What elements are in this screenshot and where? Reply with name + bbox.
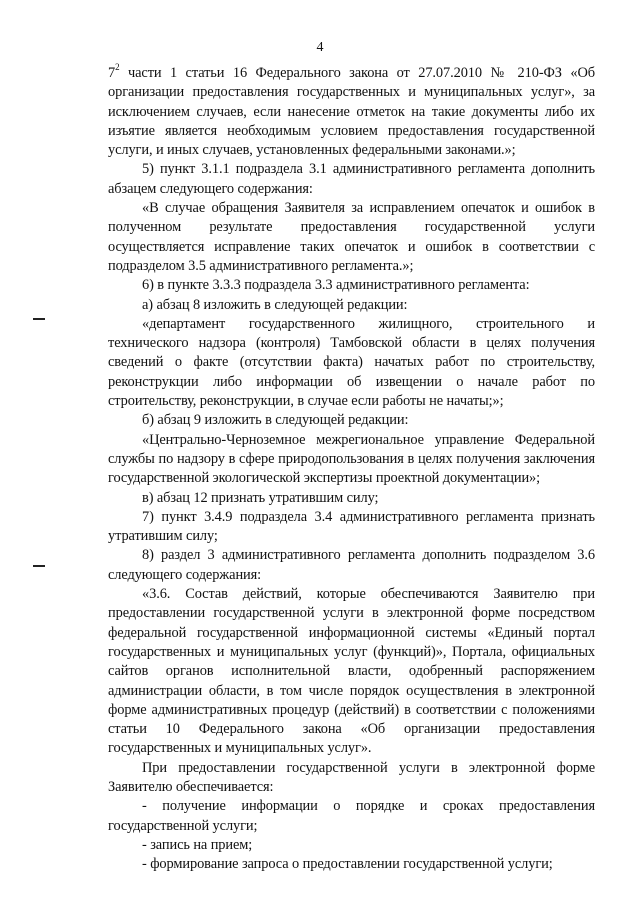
- paragraph: б) абзац 9 изложить в следующей редакции:: [142, 412, 409, 429]
- paragraph: 8) раздел 3 административного регламента дополнить подразделом 3.6 следующего содержания:: [108, 547, 595, 583]
- paragraph: - получение информации о порядке и сроках предоставления государственной услуги;: [108, 798, 595, 834]
- paragraph: При предоставлении государственной услуги в электронной форме Заявителю обеспечивается:: [108, 759, 595, 795]
- paragraph: 7) пункт 3.4.9 подраздела 3.4 административного регламента признать утратившим силу;: [108, 508, 595, 545]
- paragraph: «3.6. Состав действий, которые обеспечиваются Заявителю при предоставлении государственной услуги в электронной форме посредством федеральной государственной информационной системы «Единый портал государственных и муниципальных услуг (функций)», Портала, официальных сайтов органов исполнительной власти, одобренный распоряжением администрации области, в том числе порядок осуществления в электронной форме административных процедур (действий) в соответствии с положениями статьи 10 Федерального закона «Об организации предоставления государственных и муниципальных услуг».: [108, 586, 595, 757]
- paragraph: в) абзац 12 признать утратившим силу;: [142, 489, 379, 506]
- paragraph: [108, 64, 595, 160]
- margin-mark: [33, 565, 45, 567]
- paragraph: «Центрально-Черноземное межрегиональное управление Федеральной службы по надзору в сфере природопользования в целях получения заключения государственной экологической экспертизы проектной документации»;: [108, 431, 595, 487]
- paragraph: а) абзац 8 изложить в следующей редакции:: [142, 296, 408, 313]
- page-number: 4: [316, 40, 324, 55]
- superscript: 2: [115, 62, 120, 73]
- paragraph-lead: 7: [108, 65, 116, 81]
- paragraph: 5) пункт 3.1.1 подраздела 3.1 административного регламента дополнить абзацем следующего содержания:: [108, 161, 595, 197]
- document-body: [108, 64, 595, 874]
- paragraph: - запись на прием;: [142, 836, 253, 853]
- paragraph: - формирование запроса о предоставлении государственной услуги;: [142, 856, 553, 873]
- paragraph: 6) в пункте 3.3.3 подраздела 3.3 административного регламента:: [142, 277, 530, 294]
- paragraph: «департамент государственного жилищного, строительного и технического надзора (контроля) Тамбовской области в целях получения сведений о факте (отсутствии факта) начатых работ по строительству, реконструкции либо информации об извещении о начале работ по строительству, реконструкции, в случае если работы не начаты;»;: [108, 315, 595, 410]
- margin-mark: [33, 318, 45, 320]
- paragraph: «В случае обращения Заявителя за исправлением опечаток и ошибок в полученном результате предоставления государственной услуги осуществляется исправление таких опечаток и ошибок в соответствии с подразделом 3.5 административного регламента.»;: [108, 200, 595, 274]
- paragraph-text: части 1 статьи 16 Федерального закона от 27.07.2010 № 210-ФЗ «Об организации предоставления государственных и муниципальных услуг», за исключением случаев, если нанесение отметок на такие документы либо их изъятие является необходимым условием предоставления государственной услуги, и иных случаев, установленных федеральными законами.»;: [108, 65, 595, 159]
